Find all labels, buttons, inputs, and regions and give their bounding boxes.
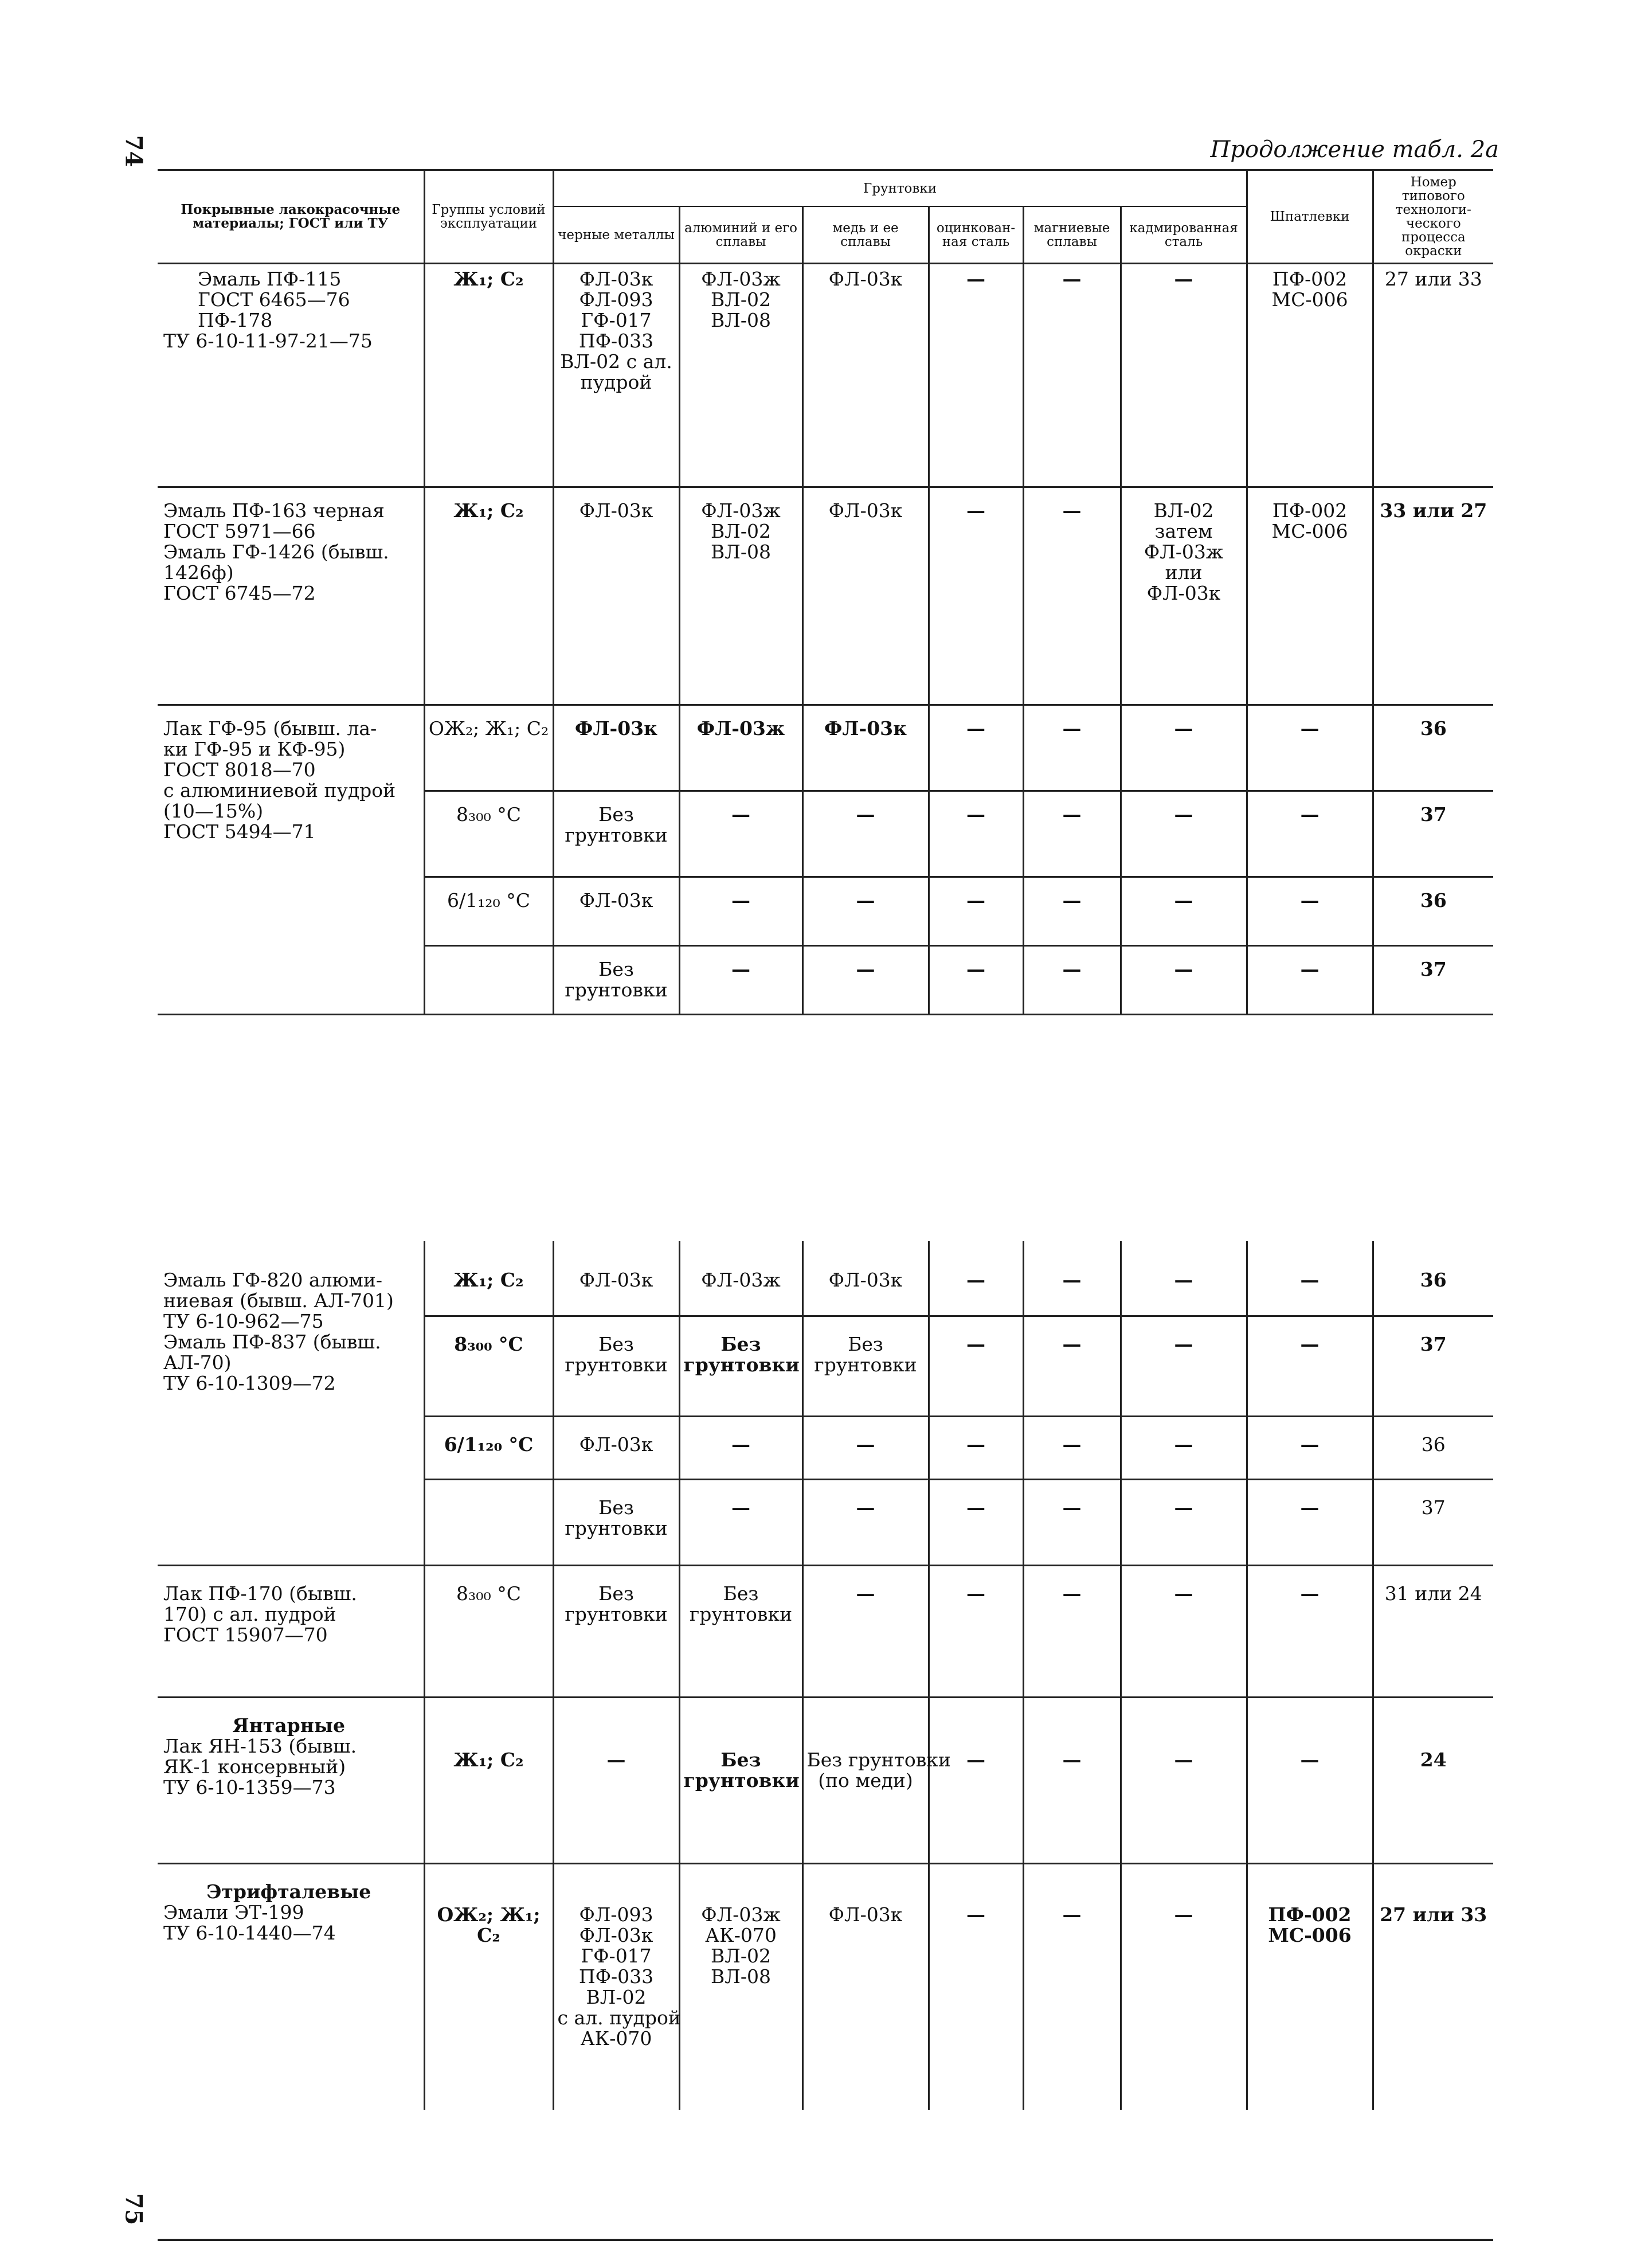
- zinc-cell: —: [929, 1416, 1023, 1479]
- material-cell: Этрифталевые Эмали ЭТ-199 ТУ 6-10-1440—74: [158, 1863, 424, 2110]
- header-zinc-steel: оцинкован-ная сталь: [929, 206, 1023, 263]
- cadmium-cell: —: [1121, 791, 1247, 877]
- black-cell: ФЛ-03к: [553, 1416, 679, 1479]
- aluminum-cell: —: [679, 1479, 802, 1565]
- magnesium-cell: —: [1023, 1241, 1121, 1316]
- zinc-cell: —: [929, 877, 1023, 946]
- black-cell: —: [553, 1697, 679, 1863]
- group-cell: [424, 946, 553, 1015]
- magnesium-cell: —: [1023, 1316, 1121, 1416]
- magnesium-cell: —: [1023, 1697, 1121, 1863]
- zinc-cell: —: [929, 1479, 1023, 1565]
- zinc-cell: —: [929, 946, 1023, 1015]
- zinc-cell: —: [929, 791, 1023, 877]
- cadmium-cell: —: [1121, 1479, 1247, 1565]
- cadmium-cell: —: [1121, 705, 1247, 791]
- black-cell: Без грунтовки: [553, 1565, 679, 1697]
- copper-cell: —: [802, 946, 929, 1015]
- process-cell: 24: [1373, 1697, 1493, 1863]
- aluminum-cell: —: [679, 877, 802, 946]
- magnesium-cell: —: [1023, 1863, 1121, 2110]
- magnesium-cell: —: [1023, 946, 1121, 1015]
- black-cell: ФЛ-03к: [553, 705, 679, 791]
- table-row: [158, 264, 1493, 487]
- aluminum-cell: ФЛ-03ж: [679, 705, 802, 791]
- zinc-cell: —: [929, 1241, 1023, 1316]
- black-cell: Без грунтовки: [553, 946, 679, 1015]
- black-cell: Без грунтовки: [553, 791, 679, 877]
- header-groups: Группы условий эксплуатации: [424, 170, 553, 264]
- continuation-caption: Продолжение табл. 2а: [1210, 136, 1499, 163]
- group-cell: ОЖ₂; Ж₁; С₂: [424, 1863, 553, 2110]
- magnesium-cell: —: [1023, 264, 1121, 487]
- black-cell: ФЛ-03к: [553, 487, 679, 705]
- process-cell: 36: [1373, 705, 1493, 791]
- bottom-rule: [158, 2239, 1493, 2241]
- zinc-cell: —: [929, 1697, 1023, 1863]
- zinc-cell: —: [929, 264, 1023, 487]
- zinc-cell: —: [929, 705, 1023, 791]
- cadmium-cell: —: [1121, 1863, 1247, 2110]
- process-cell: 37: [1373, 946, 1493, 1015]
- putty-cell: —: [1247, 1565, 1373, 1697]
- zinc-cell: —: [929, 1863, 1023, 2110]
- header-material: Покрывные лакокрасочные материалы; ГОСТ или ТУ: [158, 170, 424, 264]
- process-cell: 33 или 27: [1373, 487, 1493, 705]
- header-aluminum: алюминий и его сплавы: [679, 206, 802, 263]
- putty-cell: —: [1247, 1697, 1373, 1863]
- putty-cell: ПФ-002 МС-006: [1247, 1863, 1373, 2110]
- cadmium-cell: ВЛ-02 затем ФЛ-03ж или ФЛ-03к: [1121, 487, 1247, 705]
- header-cadmium-steel: кадмированная сталь: [1121, 206, 1247, 263]
- process-cell: 36: [1373, 877, 1493, 946]
- copper-cell: ФЛ-03к: [802, 1241, 929, 1316]
- black-cell: Без грунтовки: [553, 1479, 679, 1565]
- cadmium-cell: —: [1121, 1565, 1247, 1697]
- putty-cell: ПФ-002 МС-006: [1247, 487, 1373, 705]
- group-cell: Ж₁; С₂: [424, 264, 553, 487]
- black-cell: ФЛ-03к: [553, 877, 679, 946]
- material-cell: Янтарные Лак ЯН-153 (бывш. ЯК-1 консервный) ТУ 6-10-1359—73: [158, 1697, 424, 1863]
- process-cell: 37: [1373, 1479, 1493, 1565]
- cadmium-cell: —: [1121, 1241, 1247, 1316]
- page-number-top: 74: [120, 135, 147, 167]
- aluminum-cell: —: [679, 946, 802, 1015]
- cadmium-cell: —: [1121, 1697, 1247, 1863]
- magnesium-cell: —: [1023, 1479, 1121, 1565]
- group-cell: 8₃₀₀ °С: [424, 791, 553, 877]
- cadmium-cell: —: [1121, 1416, 1247, 1479]
- process-cell: 37: [1373, 791, 1493, 877]
- copper-cell: —: [802, 877, 929, 946]
- magnesium-cell: —: [1023, 1565, 1121, 1697]
- magnesium-cell: —: [1023, 1416, 1121, 1479]
- zinc-cell: —: [929, 1565, 1023, 1697]
- table-row: [158, 1241, 1493, 1316]
- aluminum-cell: ФЛ-03ж ВЛ-02 ВЛ-08: [679, 264, 802, 487]
- black-cell: ФЛ-093 ФЛ-03к ГФ-017 ПФ-033 ВЛ-02 с ал. пудрой АК-070: [553, 1863, 679, 2110]
- copper-cell: ФЛ-03к: [802, 1863, 929, 2110]
- aluminum-cell: Без грунтовки: [679, 1565, 802, 1697]
- group-cell: ОЖ₂; Ж₁; С₂: [424, 705, 553, 791]
- aluminum-cell: —: [679, 791, 802, 877]
- page-number-bottom: 75: [120, 2193, 147, 2226]
- copper-cell: —: [802, 791, 929, 877]
- copper-cell: ФЛ-03к: [802, 705, 929, 791]
- copper-cell: Без грунтовки (по меди): [802, 1697, 929, 1863]
- putty-cell: —: [1247, 1241, 1373, 1316]
- paint-table-top: [158, 169, 1493, 1015]
- magnesium-cell: —: [1023, 705, 1121, 791]
- header-magnesium: магниевые сплавы: [1023, 206, 1121, 263]
- group-cell: Ж₁; С₂: [424, 487, 553, 705]
- table-row: [158, 487, 1493, 705]
- putty-cell: —: [1247, 946, 1373, 1015]
- group-cell: 8₃₀₀ °С: [424, 1565, 553, 1697]
- process-cell: 31 или 24: [1373, 1565, 1493, 1697]
- cadmium-cell: —: [1121, 264, 1247, 487]
- table-row: [158, 1565, 1493, 1697]
- process-cell: 27 или 33: [1373, 264, 1493, 487]
- paint-table-bottom: [158, 1241, 1493, 2110]
- black-cell: ФЛ-03к: [553, 1241, 679, 1316]
- header-putty: Шпатлевки: [1247, 170, 1373, 264]
- process-cell: 36: [1373, 1416, 1493, 1479]
- magnesium-cell: —: [1023, 487, 1121, 705]
- process-cell: 27 или 33: [1373, 1863, 1493, 2110]
- process-cell: 37: [1373, 1316, 1493, 1416]
- copper-cell: —: [802, 1565, 929, 1697]
- cadmium-cell: —: [1121, 1316, 1247, 1416]
- material-cell: Эмаль ГФ-820 алюми- ниевая (бывш. АЛ-701) ТУ 6-10-962—75 Эмаль ПФ-837 (бывш. АЛ-70) ТУ 6-10-1309—72: [163, 1269, 394, 1394]
- group-cell: [424, 1479, 553, 1565]
- zinc-cell: —: [929, 1316, 1023, 1416]
- copper-cell: —: [802, 1479, 929, 1565]
- black-cell: Без грунтовки: [553, 1316, 679, 1416]
- putty-cell: —: [1247, 1316, 1373, 1416]
- material-cell: Эмаль ПФ-115 ГОСТ 6465—76 ПФ-178 ТУ 6-10-11-97-21—75: [163, 268, 373, 352]
- putty-cell: —: [1247, 1479, 1373, 1565]
- cadmium-cell: —: [1121, 946, 1247, 1015]
- header-black-metals: черные металлы: [553, 206, 679, 263]
- process-cell: 36: [1373, 1241, 1493, 1316]
- putty-cell: ПФ-002 МС-006: [1247, 264, 1373, 487]
- header-copper: медь и ее сплавы: [802, 206, 929, 263]
- aluminum-cell: ФЛ-03ж ВЛ-02 ВЛ-08: [679, 487, 802, 705]
- copper-cell: —: [802, 1416, 929, 1479]
- aluminum-cell: ФЛ-03ж АК-070 ВЛ-02 ВЛ-08: [679, 1863, 802, 2110]
- group-cell: 8₃₀₀ °С: [424, 1316, 553, 1416]
- putty-cell: —: [1247, 791, 1373, 877]
- table-row: [158, 705, 1493, 791]
- section-heading: Янтарные: [232, 1714, 345, 1737]
- section-heading: Этрифталевые: [206, 1880, 371, 1903]
- table-row: [158, 1863, 1493, 2110]
- putty-cell: —: [1247, 1416, 1373, 1479]
- aluminum-cell: Без грунтовки: [679, 1316, 802, 1416]
- putty-cell: —: [1247, 877, 1373, 946]
- putty-cell: —: [1247, 705, 1373, 791]
- aluminum-cell: ФЛ-03ж: [679, 1241, 802, 1316]
- copper-cell: ФЛ-03к: [802, 264, 929, 487]
- cadmium-cell: —: [1121, 877, 1247, 946]
- copper-cell: Без грунтовки: [802, 1316, 929, 1416]
- material-cell: Лак ПФ-170 (бывш. 170) с ал. пудрой ГОСТ 15907—70: [163, 1582, 357, 1646]
- group-cell: Ж₁; С₂: [424, 1697, 553, 1863]
- group-cell: Ж₁; С₂: [424, 1241, 553, 1316]
- group-cell: 6/1₁₂₀ °С: [424, 1416, 553, 1479]
- header-process: Номер типового технологи-ческого процесса окраски: [1373, 170, 1493, 264]
- header-primers: Грунтовки: [553, 170, 1247, 207]
- group-cell: 6/1₁₂₀ °С: [424, 877, 553, 946]
- material-cell: Эмаль ПФ-163 черная ГОСТ 5971—66 Эмаль ГФ-1426 (бывш. 1426ф) ГОСТ 6745—72: [163, 499, 389, 604]
- zinc-cell: —: [929, 487, 1023, 705]
- aluminum-cell: Без грунтовки: [679, 1697, 802, 1863]
- material-cell: Лак ГФ-95 (бывш. ла- ки ГФ-95 и КФ-95) ГОСТ 8018—70 с алюминиевой пудрой (10—15%) ГОСТ 5494—71: [163, 717, 396, 843]
- magnesium-cell: —: [1023, 791, 1121, 877]
- aluminum-cell: —: [679, 1416, 802, 1479]
- magnesium-cell: —: [1023, 877, 1121, 946]
- table-row: [158, 1697, 1493, 1863]
- copper-cell: ФЛ-03к: [802, 487, 929, 705]
- black-cell: ФЛ-03к ФЛ-093 ГФ-017 ПФ-033 ВЛ-02 с ал. пудрой: [553, 264, 679, 487]
